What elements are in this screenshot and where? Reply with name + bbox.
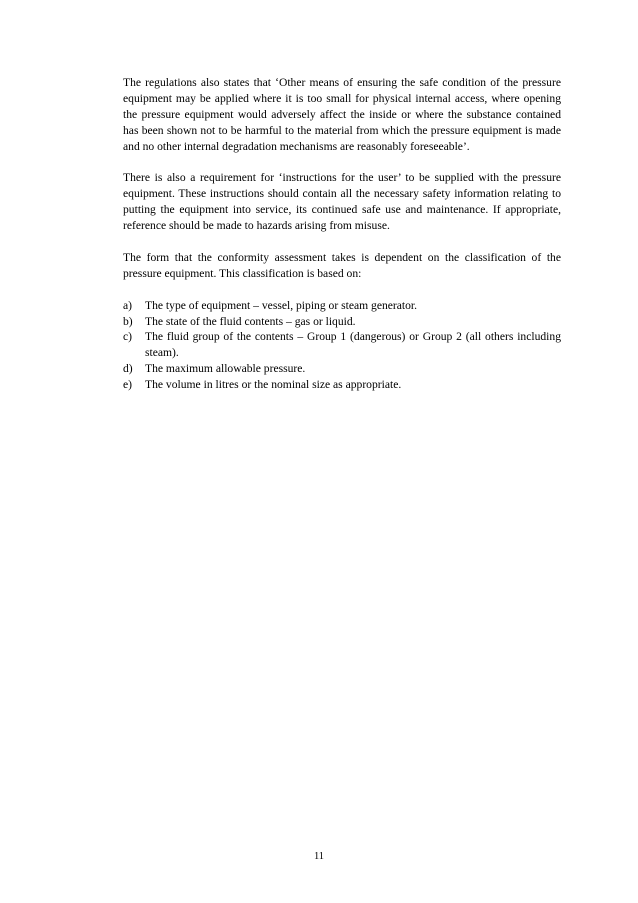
- list-item: [123, 377, 561, 393]
- paragraph-user-instructions: There is also a requirement for ‘instructions for the user’ to be supplied with the pressure equipment. These instructions should contain all the necessary safety information relating to putting the equipment into service, its continued safe use and maintenance. If appropriate, reference should be made to hazards arising from misuse.: [123, 171, 561, 233]
- list-item-text: The type of equipment – vessel, piping or steam generator.: [145, 298, 418, 312]
- list-item: [123, 314, 561, 330]
- list-marker: b): [123, 314, 133, 328]
- list-item-text: The fluid group of the contents – Group 1 (dangerous) or Group 2 (all others including steam).: [145, 330, 561, 360]
- list-item: [123, 298, 561, 314]
- classification-list: [123, 298, 561, 393]
- list-item: [123, 329, 561, 361]
- paragraph-other-means: The regulations also states that ‘Other means of ensuring the safe condition of the pressure equipment may be applied where it is too small for physical internal access, where opening the pressure equipment would adversely affect the inside or where the substance contained has been shown not to be harmful to the material from which the pressure equipment is made and no other internal degradation mechanisms are reasonably foreseeable’.: [123, 76, 561, 153]
- list-marker: e): [123, 378, 133, 392]
- paragraph-classification: The form that the conformity assessment takes is dependent on the classification of the pressure equipment. This classification is based on:: [123, 250, 561, 280]
- list-item-text: The maximum allowable pressure.: [145, 362, 306, 376]
- list-marker: a): [123, 298, 133, 312]
- list-item-text: The state of the fluid contents – gas or liquid.: [145, 314, 356, 328]
- page-body: [123, 75, 561, 393]
- list-marker: d): [123, 362, 133, 376]
- list-item: [123, 361, 561, 377]
- list-marker: c): [123, 330, 133, 344]
- page-number: 11: [313, 851, 325, 862]
- list-item-text: The volume in litres or the nominal size as appropriate.: [145, 378, 402, 392]
